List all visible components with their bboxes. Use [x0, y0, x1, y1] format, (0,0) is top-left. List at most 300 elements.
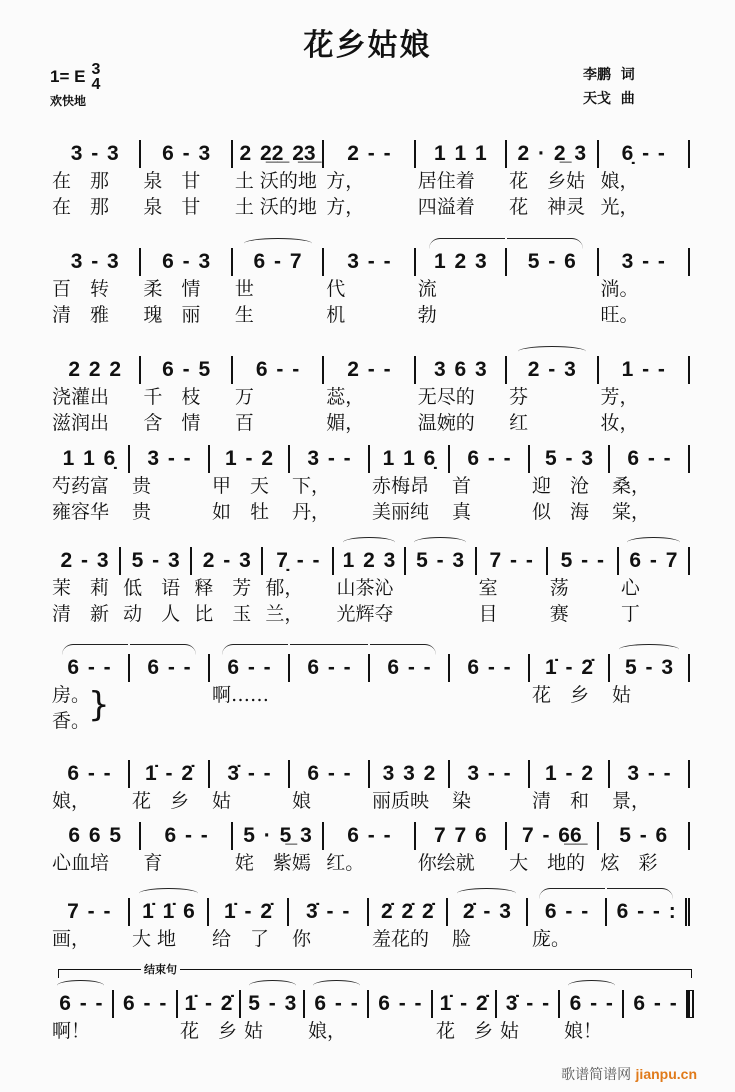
watermark-site: jianpu.cn	[635, 1066, 697, 1082]
lyric-line-2	[50, 410, 690, 436]
lyric-cell: 居住着	[417, 170, 475, 192]
lyric-cell: 甲 天	[212, 475, 270, 497]
measure	[50, 140, 141, 168]
song-title: 花乡姑娘	[303, 28, 432, 63]
lyric-cell: 比 玉	[194, 603, 252, 625]
slur-mark	[607, 888, 673, 899]
lyric-cell: 赤梅昂	[372, 475, 430, 497]
lyric-cell: 姑	[612, 684, 632, 706]
lyric-cell: 娘，	[308, 1020, 347, 1042]
lyric-line-1	[50, 788, 690, 814]
measure-notes: 2 - 3	[527, 358, 576, 381]
lyric-cell: 脸	[452, 928, 472, 950]
lyric-cell: 啊……	[212, 684, 270, 706]
lyric-cell: 景，	[612, 790, 651, 812]
lyric-cell	[450, 708, 530, 734]
measure	[370, 445, 450, 473]
lyric-cell: 羞花的	[372, 928, 430, 950]
measure	[290, 445, 370, 473]
measure	[507, 248, 598, 276]
measure-notes: 3 - -	[147, 447, 191, 470]
lyric-cell	[130, 682, 210, 708]
lyric-cell: 千 枝	[143, 386, 201, 408]
measure	[416, 356, 507, 384]
lyric-cell: 泉 甘	[143, 170, 201, 192]
coda-bracket	[58, 963, 692, 978]
lyric-cell	[290, 708, 370, 734]
lyric-cell: 室	[478, 577, 498, 599]
measure	[178, 990, 242, 1018]
notes-line	[50, 896, 690, 926]
staff-row	[50, 138, 690, 220]
slur-mark	[457, 888, 516, 899]
measure-notes: 6 - -	[314, 992, 358, 1015]
measure	[507, 356, 598, 384]
measure	[130, 898, 210, 926]
measure	[141, 356, 232, 384]
lyric-cell: 心血培	[52, 852, 110, 874]
measure-notes: 5 - -	[560, 549, 604, 572]
lyric-cell: 方，	[326, 170, 365, 192]
lyric-cell: 浇灌出	[52, 386, 110, 408]
measure	[560, 990, 624, 1018]
measure-notes: 1 - 2	[224, 447, 274, 470]
measure-notes: 5 - 3	[544, 447, 594, 470]
lyric-cell: 清 新	[52, 603, 110, 625]
notes-line	[50, 988, 690, 1018]
lyric-cell	[210, 708, 290, 734]
lyric-cell	[370, 1018, 434, 1044]
composer-credit: 天戈 曲	[583, 91, 635, 107]
slur-mark	[507, 238, 583, 249]
measure-notes: 2 - -	[347, 358, 391, 381]
measure-notes: 1̇ - 2̇	[544, 656, 594, 679]
measure	[263, 547, 334, 575]
lyric-line-1	[50, 276, 690, 302]
measure-notes: 2̇ 2̇ 2̇	[380, 900, 434, 923]
lyric-cell	[626, 1018, 690, 1044]
lyric-cell: 郁，	[265, 577, 304, 599]
time-signature	[91, 62, 100, 92]
measure-notes: 1 1 1	[434, 142, 487, 165]
measure	[50, 248, 141, 276]
measure	[607, 898, 690, 926]
measure-notes: 6 - -	[633, 992, 677, 1015]
measure-notes: 2̇ - 3	[462, 900, 511, 923]
measure	[324, 822, 415, 850]
slur-mark	[568, 980, 615, 991]
lyric-cell: 目	[478, 603, 498, 625]
lyric-cell: 画，	[52, 928, 91, 950]
measure-notes: 7̣ - -	[276, 549, 320, 572]
measure	[416, 822, 507, 850]
lyric-cell: 世	[234, 278, 254, 300]
measure	[507, 822, 598, 850]
lyric-cell: 红。	[326, 852, 365, 874]
lyric-cell: 首	[452, 475, 472, 497]
lyric-cell: 大 地	[132, 928, 177, 950]
lyric-cell: 花 乡姑	[509, 170, 586, 192]
measure-notes: 2 2̲2̲ 2̲3̲	[239, 142, 316, 165]
slur-mark	[518, 346, 586, 357]
measure-notes: 5 - 3	[416, 549, 465, 572]
measure	[210, 445, 290, 473]
measure-notes: 3̇ - -	[505, 992, 550, 1015]
measure	[369, 898, 449, 926]
notes-line	[50, 138, 690, 168]
measure-notes: 1 1 6̣	[382, 447, 436, 470]
lyric-cell: 如 牡	[212, 501, 270, 523]
measure	[530, 654, 610, 682]
lyric-cell: 清 和	[532, 790, 590, 812]
measure	[209, 898, 289, 926]
lyric-cell: 啊！	[52, 1020, 91, 1042]
lyric-cell: 育	[143, 852, 163, 874]
measure-notes: 3 - 3	[70, 142, 119, 165]
measure-notes: 6 6 5	[68, 824, 122, 847]
lyric-line-2	[50, 708, 690, 734]
measure-notes: 6 - -	[307, 656, 351, 679]
measure-notes: 1 - -	[621, 358, 665, 381]
notes-line	[50, 758, 690, 788]
slur-mark	[57, 980, 104, 991]
lyric-cell	[610, 926, 690, 952]
slur-mark	[343, 537, 396, 548]
staff-row	[50, 652, 690, 734]
measure-notes: 3 - -	[307, 447, 351, 470]
lyric-cell: 姑	[244, 1020, 264, 1042]
measure	[50, 990, 114, 1018]
measure-notes: 7 - -	[489, 549, 533, 572]
measure-notes: 5 - 6	[619, 824, 668, 847]
lyric-cell: 在 那	[52, 196, 110, 218]
lyric-cell	[507, 302, 598, 328]
measure-notes: 5 - 6	[527, 250, 576, 273]
measure	[450, 654, 530, 682]
measure-notes: 1̇ - 2̇	[144, 762, 194, 785]
measure	[130, 445, 210, 473]
measure	[50, 445, 130, 473]
lyric-cell: 蕊，	[326, 386, 365, 408]
lyric-cell: 丁	[620, 603, 640, 625]
measure-notes: 2 - 3	[60, 549, 109, 572]
lyric-line-1	[50, 473, 690, 499]
lyric-cell: 炫 彩	[600, 852, 658, 874]
lyric-cell	[406, 575, 477, 601]
lyric-cell: 心	[620, 577, 640, 599]
lyric-cell: 娘	[292, 790, 312, 812]
lyric-cell: 庞。	[532, 928, 571, 950]
measure	[290, 654, 370, 682]
measure-notes: 2 - 3	[202, 549, 251, 572]
slur-mark	[370, 644, 436, 655]
measure-notes: 6 - -	[467, 656, 511, 679]
slur-mark	[139, 888, 198, 899]
measure-notes: 1 1 6̣	[62, 447, 116, 470]
lyric-cell: 娘，	[52, 790, 91, 812]
staff-row	[50, 246, 690, 328]
measure	[370, 760, 450, 788]
lyric-cell	[114, 1018, 178, 1044]
lyric-cell: 棠，	[612, 501, 651, 523]
measure	[233, 822, 324, 850]
measure-notes: 6 - 3	[162, 142, 211, 165]
lyric-cell: 下，	[292, 475, 331, 497]
lyric-cell: 姑	[212, 790, 232, 812]
staff-row	[50, 988, 690, 1044]
lyric-cell	[370, 682, 450, 708]
lyric-cell: 花 乡	[532, 684, 590, 706]
measure-notes: 7 - -	[67, 900, 111, 923]
measure	[416, 248, 507, 276]
lyric-cell: 贵	[132, 501, 152, 523]
lyric-line-2	[50, 499, 690, 525]
lyric-cell: 勃	[417, 304, 437, 326]
lyric-cell: 媚，	[326, 412, 365, 434]
measure-notes: 5 - 3	[248, 992, 297, 1015]
lyric-cell: 你	[292, 928, 312, 950]
measure-notes: 6 - -	[467, 447, 511, 470]
lyric-cell: 姹 紫嫣	[234, 852, 311, 874]
lyric-cell: 百 转	[52, 278, 110, 300]
lyric-cell: 瑰 丽	[143, 304, 201, 326]
measure	[50, 356, 141, 384]
measure	[290, 760, 370, 788]
lyric-cell: 低 语	[123, 577, 181, 599]
lyric-cell: 你绘就	[417, 852, 475, 874]
measure	[130, 654, 210, 682]
lyric-cell: 含 情	[143, 412, 201, 434]
measure-notes: 3̇ - -	[227, 762, 271, 785]
lyric-cell: 娘！	[564, 1020, 603, 1042]
staff-row	[50, 545, 690, 627]
measure-notes: 1̇ - 2̇	[439, 992, 488, 1015]
lyric-line-1	[50, 384, 690, 410]
measure	[233, 140, 324, 168]
lyric-cell: 方，	[326, 196, 365, 218]
lyric-cell: 柔 情	[143, 278, 201, 300]
slur-mark	[62, 644, 128, 655]
lyric-cell: 给 了	[212, 928, 270, 950]
measure	[599, 822, 690, 850]
measure	[448, 898, 528, 926]
lyric-cell: 桑，	[612, 475, 651, 497]
key-signature	[50, 62, 100, 92]
slur-mark	[539, 888, 605, 899]
staff-row	[50, 820, 690, 876]
slur-mark	[249, 980, 296, 991]
measure-notes: 3 - -	[621, 250, 665, 273]
lyric-cell: 土 沃的地	[234, 196, 317, 218]
lyric-line-2	[50, 194, 690, 220]
measure	[548, 547, 619, 575]
measure-notes: 6 - -	[569, 992, 613, 1015]
measure-notes: 1 2 3	[342, 549, 396, 572]
lyric-line-1	[50, 575, 690, 601]
lyric-cell	[290, 682, 370, 708]
measure	[497, 990, 561, 1018]
measure	[289, 898, 369, 926]
lyric-cell: 花 乡	[180, 1020, 238, 1042]
measure-notes: 5 · 5̲ 3	[243, 824, 312, 847]
measure	[530, 760, 610, 788]
lyric-cell: 万	[234, 386, 254, 408]
slur-mark	[619, 644, 678, 655]
measure	[610, 445, 690, 473]
measure	[192, 547, 263, 575]
measure	[233, 248, 324, 276]
measure	[305, 990, 369, 1018]
measure	[324, 356, 415, 384]
measure	[530, 445, 610, 473]
measure-notes: 3 - -	[627, 762, 671, 785]
measure-notes: 6 - -	[307, 762, 351, 785]
lyric-cell: 生	[234, 304, 254, 326]
measure-notes: 3 3 2	[382, 762, 436, 785]
measure	[324, 140, 415, 168]
lyric-cell: 花 乡	[436, 1020, 494, 1042]
measure-notes: 6 - -	[378, 992, 422, 1015]
slur-mark	[290, 644, 368, 655]
lyric-cell: 光辉夺	[336, 603, 394, 625]
lyric-cell: 真	[452, 501, 472, 523]
lyric-cell: 迎 沧	[532, 475, 590, 497]
lyric-cell	[370, 708, 450, 734]
lyric-cell: 清 雅	[52, 304, 110, 326]
measure	[370, 654, 450, 682]
measure	[599, 140, 690, 168]
measure-notes: 3 - -	[347, 250, 391, 273]
measure	[619, 547, 690, 575]
lyric-cell: 花 乡	[132, 790, 190, 812]
measure	[50, 822, 141, 850]
measure	[599, 356, 690, 384]
notes-line	[50, 545, 690, 575]
lyric-line-1	[50, 682, 690, 708]
lyric-cell: 赛	[549, 603, 569, 625]
time-sig-top: 3	[91, 61, 101, 78]
measure-notes: 2 - -	[347, 142, 391, 165]
measure-notes: 6 - -	[255, 358, 300, 381]
lyric-cell: 丹，	[292, 501, 331, 523]
slur-mark	[414, 537, 467, 548]
measure-notes: 1̇ - 2̇	[184, 992, 233, 1015]
lyric-cell: 无尽的	[417, 386, 475, 408]
measure	[50, 547, 121, 575]
measure-notes: 6 - -	[67, 762, 111, 785]
lyric-cell: 美丽纯	[372, 501, 430, 523]
lyric-cell: 泉 甘	[143, 196, 201, 218]
measure-notes: 1̇ 1̇ 6	[142, 900, 195, 923]
staff-row	[50, 443, 690, 525]
lyric-cell: 红	[509, 412, 529, 434]
measure	[610, 760, 690, 788]
measure	[50, 654, 130, 682]
measure	[416, 140, 507, 168]
lyric-cell: 百	[234, 412, 254, 434]
measure	[233, 356, 324, 384]
staff-row	[50, 354, 690, 436]
measure-notes: 3 - -	[467, 762, 511, 785]
measure-notes: 3̇ - -	[306, 900, 350, 923]
lyric-cell: 淌。	[600, 278, 639, 300]
measure	[369, 990, 433, 1018]
measure	[241, 990, 305, 1018]
lyric-cell	[610, 708, 690, 734]
measure	[610, 654, 690, 682]
staff-row	[50, 758, 690, 814]
measure	[406, 547, 477, 575]
measure-notes: 2 · 2̲ 3	[517, 142, 587, 165]
lyric-cell: 芍药富	[52, 475, 110, 497]
measure	[477, 547, 548, 575]
measure	[528, 898, 608, 926]
lyric-cell: 滋润出	[52, 412, 110, 434]
lyric-line-1	[50, 850, 690, 876]
lyricist-credit: 李鹏 词	[583, 67, 635, 83]
slur-mark	[222, 644, 288, 655]
measure-notes: 6 - -	[147, 656, 191, 679]
measure	[141, 140, 232, 168]
notes-line	[50, 820, 690, 850]
measure	[141, 248, 232, 276]
lyric-cell: 代	[326, 278, 346, 300]
notes-line	[50, 443, 690, 473]
measure	[50, 898, 130, 926]
notes-line	[50, 354, 690, 384]
measure-notes: 6 - - :	[616, 900, 676, 923]
measure	[121, 547, 192, 575]
measure-notes: 6 - -	[227, 656, 271, 679]
measure	[450, 760, 530, 788]
lyric-cell	[130, 708, 210, 734]
watermark-text: 歌谱简谱网	[561, 1067, 632, 1083]
slur-mark	[627, 537, 680, 548]
lyric-line-1	[50, 1018, 690, 1044]
lyric-cell: 妆，	[600, 412, 639, 434]
lyric-cell	[450, 682, 530, 708]
measure-notes: 6 - -	[627, 447, 671, 470]
measure-notes: 7 7 6	[434, 824, 487, 847]
measure-notes: 6 - 7	[253, 250, 302, 273]
measure	[599, 248, 690, 276]
measure-notes: 3 6 3	[434, 358, 487, 381]
measure-notes: 6 - -	[123, 992, 167, 1015]
measure-notes: 7 - 6̲6̲	[521, 824, 582, 847]
lyric-cell: 茉 莉	[52, 577, 110, 599]
lyric-cell: 光，	[600, 196, 639, 218]
measure-notes: 6 - -	[387, 656, 431, 679]
lyric-cell: 大 地的	[509, 852, 586, 874]
lyric-cell: 荡	[549, 577, 569, 599]
lyric-cell: 山茶沁	[336, 577, 394, 599]
lyric-cell: 兰，	[265, 603, 304, 625]
measure-notes: 6 - 3	[162, 250, 211, 273]
lyric-cell: 释 芳	[194, 577, 252, 599]
notes-line	[50, 246, 690, 276]
measure-notes: 6 - -	[59, 992, 103, 1015]
lyric-cell: 土 沃的地	[234, 170, 317, 192]
lyric-cell	[530, 708, 610, 734]
coda-label: 结束句	[141, 961, 180, 977]
lyric-cell: 房。	[52, 684, 91, 706]
lyric-cell: 旺。	[600, 304, 639, 326]
measure-notes: 1 - 2	[544, 762, 594, 785]
staff-row	[50, 896, 690, 952]
time-sig-bottom: 4	[91, 76, 101, 93]
lyric-line-1	[50, 168, 690, 194]
measure	[50, 760, 130, 788]
